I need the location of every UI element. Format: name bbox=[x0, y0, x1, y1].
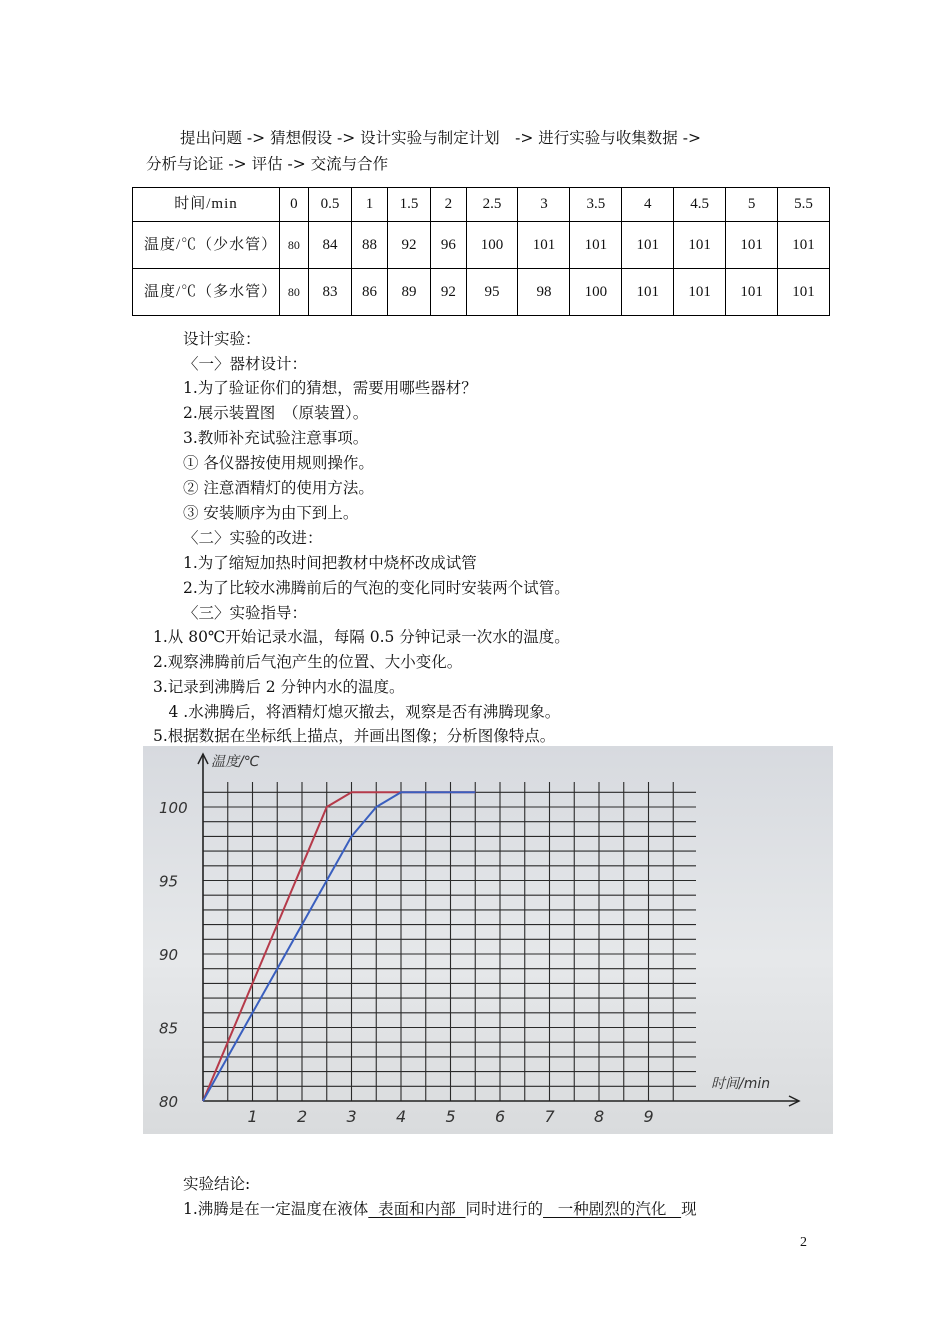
conclusion-suffix: 现 bbox=[681, 1200, 697, 1218]
x-tick-label: 5 bbox=[445, 1107, 456, 1126]
time-cell: 2.5 bbox=[466, 188, 518, 222]
x-axis-label: 时间/min bbox=[711, 1076, 771, 1092]
value-cell: 98 bbox=[518, 269, 570, 316]
table-header-row bbox=[133, 188, 830, 222]
time-cell: 0 bbox=[280, 188, 309, 222]
value-cell: 92 bbox=[431, 269, 466, 316]
value-cell: 84 bbox=[308, 222, 352, 269]
intro-line-2: 分析与论证 -> 评估 -> 交流与合作 bbox=[146, 155, 389, 173]
page-number: 2 bbox=[800, 1235, 807, 1250]
list-item: 1.为了验证你们的猜想，需要用哪些器材？ bbox=[183, 379, 477, 397]
conclusion-title: 实验结论: bbox=[183, 1175, 251, 1193]
value-cell: 95 bbox=[466, 269, 518, 316]
section-1-title: 〈一〉器材设计： bbox=[183, 355, 308, 373]
table-row bbox=[133, 269, 830, 316]
y-tick-label: 85 bbox=[159, 1019, 179, 1038]
y-tick-label: 80 bbox=[159, 1093, 179, 1111]
series-line bbox=[203, 792, 475, 1101]
value-cell: 80 bbox=[280, 269, 309, 316]
graph-photo bbox=[143, 746, 833, 1134]
row-label-less-water: 温度/℃（少水管） bbox=[133, 222, 280, 269]
x-tick-label: 8 bbox=[594, 1107, 605, 1126]
time-cell: 3.5 bbox=[570, 188, 622, 222]
time-cell: 0.5 bbox=[308, 188, 352, 222]
list-item: ② 注意酒精灯的使用方法。 bbox=[183, 479, 374, 497]
conclusion-mid: 同时进行的 bbox=[465, 1200, 544, 1218]
list-item: 3.记录到沸腾后 2 分钟内水的温度。 bbox=[153, 678, 405, 696]
conclusion-prefix: 1.沸腾是在一定温度在液体 bbox=[183, 1200, 369, 1218]
time-cell: 1.5 bbox=[387, 188, 431, 222]
x-tick-label: 6 bbox=[495, 1107, 506, 1126]
y-axis-label: 温度/℃ bbox=[211, 754, 260, 770]
list-item: ③ 安装顺序为由下到上。 bbox=[183, 504, 359, 522]
list-item: 3.教师补充试验注意事项。 bbox=[183, 429, 369, 447]
y-tick-label: 95 bbox=[159, 872, 179, 891]
value-cell: 86 bbox=[352, 269, 387, 316]
value-cell: 101 bbox=[674, 222, 726, 269]
x-tick-label: 3 bbox=[346, 1107, 357, 1126]
temperature-time-chart bbox=[143, 746, 833, 1134]
section-2-title: 〈二〉实验的改进： bbox=[183, 529, 323, 547]
temperature-table bbox=[132, 187, 830, 316]
value-cell: 101 bbox=[622, 222, 674, 269]
value-cell: 101 bbox=[778, 222, 830, 269]
time-cell: 1 bbox=[352, 188, 387, 222]
value-cell: 88 bbox=[352, 222, 387, 269]
value-cell: 100 bbox=[466, 222, 518, 269]
value-cell: 96 bbox=[431, 222, 466, 269]
x-tick-label: 1 bbox=[247, 1107, 258, 1126]
time-header: 时间/min bbox=[133, 188, 280, 222]
value-cell: 101 bbox=[570, 222, 622, 269]
value-cell: 80 bbox=[280, 222, 309, 269]
series-line bbox=[203, 792, 475, 1101]
time-cell: 5.5 bbox=[778, 188, 830, 222]
list-item: 2.展示装置图 （原装置）。 bbox=[183, 404, 369, 422]
y-tick-label: 100 bbox=[159, 799, 188, 817]
time-cell: 4 bbox=[622, 188, 674, 222]
list-item: 5.根据数据在坐标纸上描点，并画出图像；分析图像特点。 bbox=[153, 727, 556, 745]
table-row bbox=[133, 222, 830, 269]
list-item: 1.为了缩短加热时间把教材中烧杯改成试管 bbox=[183, 554, 477, 572]
conclusion-line bbox=[183, 1197, 697, 1219]
time-cell: 5 bbox=[726, 188, 778, 222]
design-title: 设计实验： bbox=[183, 330, 261, 348]
value-cell: 101 bbox=[726, 222, 778, 269]
row-label-more-water: 温度/℃（多水管） bbox=[133, 269, 280, 316]
value-cell: 101 bbox=[674, 269, 726, 316]
section-3-title: 〈三〉实验指导： bbox=[183, 604, 308, 622]
list-item: ① 各仪器按使用规则操作。 bbox=[183, 454, 374, 472]
list-item: 1.从 80℃开始记录水温，每隔 0.5 分钟记录一次水的温度。 bbox=[153, 628, 570, 646]
time-cell: 4.5 bbox=[674, 188, 726, 222]
intro-line-1: 提出问题 -> 猜想假设 -> 设计实验与制定计划 -> 进行实验与收集数据 -> bbox=[180, 129, 701, 147]
blank-answer-1: 表面和内部 bbox=[368, 1200, 466, 1218]
blank-answer-2: 一种剧烈的汽化 bbox=[543, 1200, 682, 1218]
x-tick-label: 4 bbox=[396, 1107, 407, 1126]
list-item: 4 .水沸腾后，将酒精灯熄灭撤去，观察是否有沸腾现象。 bbox=[153, 703, 561, 721]
value-cell: 89 bbox=[387, 269, 431, 316]
time-cell: 2 bbox=[431, 188, 466, 222]
x-tick-label: 7 bbox=[544, 1107, 555, 1126]
value-cell: 92 bbox=[387, 222, 431, 269]
time-cell: 3 bbox=[518, 188, 570, 222]
x-tick-label: 2 bbox=[297, 1107, 308, 1126]
list-item: 2.观察沸腾前后气泡产生的位置、大小变化。 bbox=[153, 653, 463, 671]
value-cell: 100 bbox=[570, 269, 622, 316]
value-cell: 101 bbox=[518, 222, 570, 269]
value-cell: 101 bbox=[622, 269, 674, 316]
value-cell: 83 bbox=[308, 269, 352, 316]
y-tick-label: 90 bbox=[159, 946, 179, 964]
value-cell: 101 bbox=[778, 269, 830, 316]
value-cell: 101 bbox=[726, 269, 778, 316]
list-item: 2.为了比较水沸腾前后的气泡的变化同时安装两个试管。 bbox=[183, 579, 570, 597]
x-tick-label: 9 bbox=[643, 1107, 654, 1126]
